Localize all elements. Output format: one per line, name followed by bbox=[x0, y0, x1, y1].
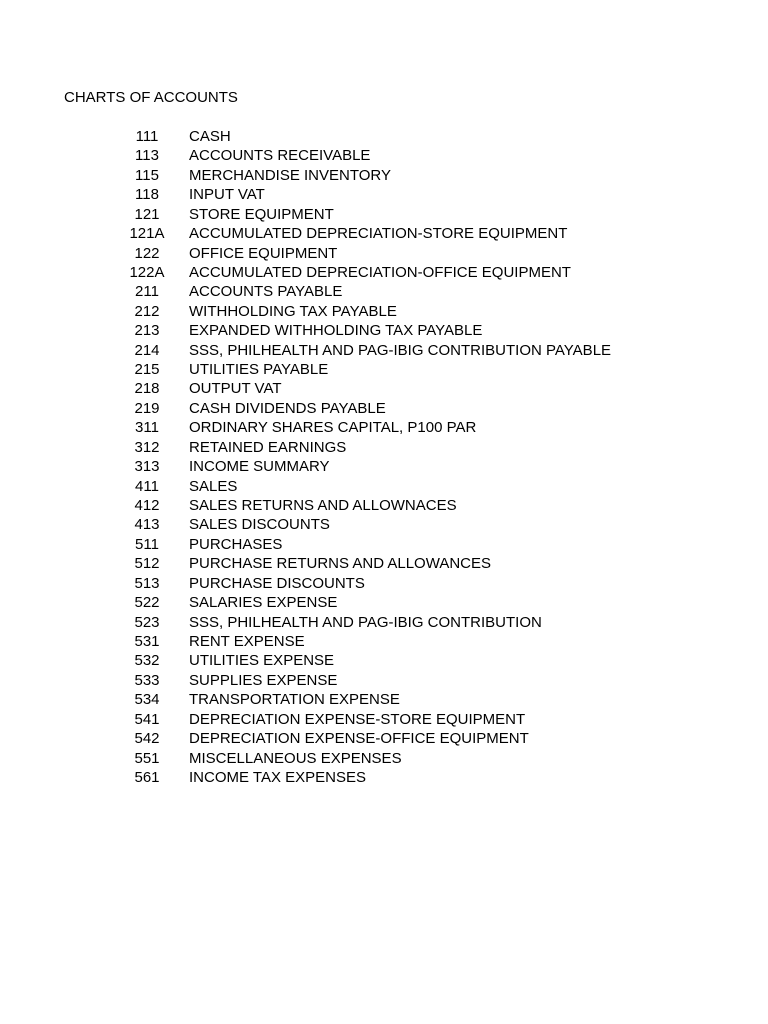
account-row bbox=[0, 342, 768, 361]
account-row bbox=[0, 186, 768, 205]
account-code: 213 bbox=[134, 322, 160, 340]
account-name: PURCHASES bbox=[189, 535, 283, 553]
account-row bbox=[0, 536, 768, 555]
account-name: CASH DIVIDENDS PAYABLE bbox=[189, 399, 386, 417]
account-row bbox=[0, 652, 768, 671]
account-name: INCOME TAX EXPENSES bbox=[189, 768, 366, 786]
page-title: CHARTS OF ACCOUNTS bbox=[64, 89, 238, 106]
account-list bbox=[0, 128, 768, 788]
account-code: 215 bbox=[134, 361, 160, 379]
account-name: SSS, PHILHEALTH AND PAG-IBIG CONTRIBUTION PAYABLE bbox=[189, 341, 612, 359]
account-code: 218 bbox=[134, 380, 160, 398]
account-code: 513 bbox=[134, 574, 160, 592]
account-code: 412 bbox=[134, 497, 160, 515]
account-name: SALES RETURNS AND ALLOWNACES bbox=[189, 497, 457, 515]
account-code: 118 bbox=[135, 186, 159, 204]
account-code: 122 bbox=[134, 244, 160, 262]
account-row bbox=[0, 380, 768, 399]
account-row bbox=[0, 283, 768, 302]
account-row bbox=[0, 516, 768, 535]
account-name: INCOME SUMMARY bbox=[189, 458, 330, 476]
account-row bbox=[0, 167, 768, 186]
account-row bbox=[0, 303, 768, 322]
account-name: RETAINED EARNINGS bbox=[189, 438, 347, 456]
account-row bbox=[0, 769, 768, 788]
account-code: 522 bbox=[134, 594, 160, 612]
account-row bbox=[0, 497, 768, 516]
account-name: ACCUMULATED DEPRECIATION-OFFICE EQUIPMENT bbox=[189, 263, 571, 281]
account-row bbox=[0, 206, 768, 225]
account-name: ORDINARY SHARES CAPITAL, P100 PAR bbox=[189, 419, 477, 437]
account-code: 121A bbox=[129, 225, 165, 243]
account-code: 561 bbox=[134, 768, 160, 786]
account-name: CASH bbox=[189, 128, 231, 145]
account-code: 511 bbox=[135, 535, 159, 553]
account-code: 531 bbox=[134, 632, 160, 650]
account-row bbox=[0, 419, 768, 438]
account-code: 121 bbox=[134, 205, 160, 223]
account-row bbox=[0, 691, 768, 710]
account-name: PURCHASE RETURNS AND ALLOWANCES bbox=[189, 555, 492, 573]
account-name: SALES bbox=[189, 477, 238, 495]
account-code: 214 bbox=[134, 341, 160, 359]
account-code: 211 bbox=[135, 283, 159, 301]
account-row bbox=[0, 245, 768, 264]
account-code: 413 bbox=[134, 516, 160, 534]
account-row bbox=[0, 730, 768, 749]
account-name: SUPPLIES EXPENSE bbox=[189, 671, 338, 689]
account-name: WITHHOLDING TAX PAYABLE bbox=[189, 302, 397, 320]
account-row bbox=[0, 439, 768, 458]
account-code: 219 bbox=[134, 399, 160, 417]
account-row bbox=[0, 672, 768, 691]
account-name: SSS, PHILHEALTH AND PAG-IBIG CONTRIBUTION bbox=[189, 613, 542, 631]
account-code: 115 bbox=[135, 166, 159, 184]
account-row bbox=[0, 478, 768, 497]
account-name: SALARIES EXPENSE bbox=[189, 594, 338, 612]
account-code: 542 bbox=[134, 730, 160, 748]
account-name: MISCELLANEOUS EXPENSES bbox=[189, 749, 402, 767]
account-code: 551 bbox=[134, 749, 160, 767]
account-code: 122A bbox=[129, 263, 165, 281]
account-row bbox=[0, 633, 768, 652]
account-name: ACCUMULATED DEPRECIATION-STORE EQUIPMENT bbox=[189, 225, 568, 243]
account-name: EXPANDED WITHHOLDING TAX PAYABLE bbox=[189, 322, 483, 340]
account-row bbox=[0, 225, 768, 244]
account-row bbox=[0, 750, 768, 769]
account-row bbox=[0, 575, 768, 594]
account-row bbox=[0, 361, 768, 380]
account-name: DEPRECIATION EXPENSE-OFFICE EQUIPMENT bbox=[189, 730, 529, 748]
account-name: DEPRECIATION EXPENSE-STORE EQUIPMENT bbox=[189, 710, 526, 728]
account-code: 541 bbox=[134, 710, 160, 728]
account-name: OUTPUT VAT bbox=[189, 380, 282, 398]
account-name: MERCHANDISE INVENTORY bbox=[189, 166, 391, 184]
account-row bbox=[0, 458, 768, 477]
account-row bbox=[0, 594, 768, 613]
account-row bbox=[0, 614, 768, 633]
account-name: OFFICE EQUIPMENT bbox=[189, 244, 338, 262]
account-code: 532 bbox=[134, 652, 160, 670]
account-name: STORE EQUIPMENT bbox=[189, 205, 334, 223]
account-code: 111 bbox=[135, 128, 159, 145]
account-name: UTILITIES EXPENSE bbox=[189, 652, 335, 670]
account-row bbox=[0, 322, 768, 341]
account-code: 113 bbox=[135, 147, 159, 165]
account-name: TRANSPORTATION EXPENSE bbox=[189, 691, 400, 709]
account-code: 533 bbox=[134, 671, 160, 689]
account-name: PURCHASE DISCOUNTS bbox=[189, 574, 365, 592]
account-row bbox=[0, 147, 768, 166]
account-code: 534 bbox=[134, 691, 160, 709]
account-code: 312 bbox=[134, 438, 160, 456]
account-name: ACCOUNTS PAYABLE bbox=[189, 283, 343, 301]
account-row bbox=[0, 128, 768, 147]
account-row bbox=[0, 711, 768, 730]
account-code: 512 bbox=[134, 555, 160, 573]
account-name: ACCOUNTS RECEIVABLE bbox=[189, 147, 371, 165]
account-name: RENT EXPENSE bbox=[189, 632, 305, 650]
account-row bbox=[0, 400, 768, 419]
account-name: UTILITIES PAYABLE bbox=[189, 361, 329, 379]
account-name: SALES DISCOUNTS bbox=[189, 516, 330, 534]
account-code: 411 bbox=[135, 477, 159, 495]
account-row bbox=[0, 555, 768, 574]
account-code: 313 bbox=[134, 458, 160, 476]
account-row bbox=[0, 264, 768, 283]
account-code: 311 bbox=[135, 419, 159, 437]
account-code: 523 bbox=[134, 613, 160, 631]
account-code: 212 bbox=[134, 302, 160, 320]
account-name: INPUT VAT bbox=[189, 186, 265, 204]
